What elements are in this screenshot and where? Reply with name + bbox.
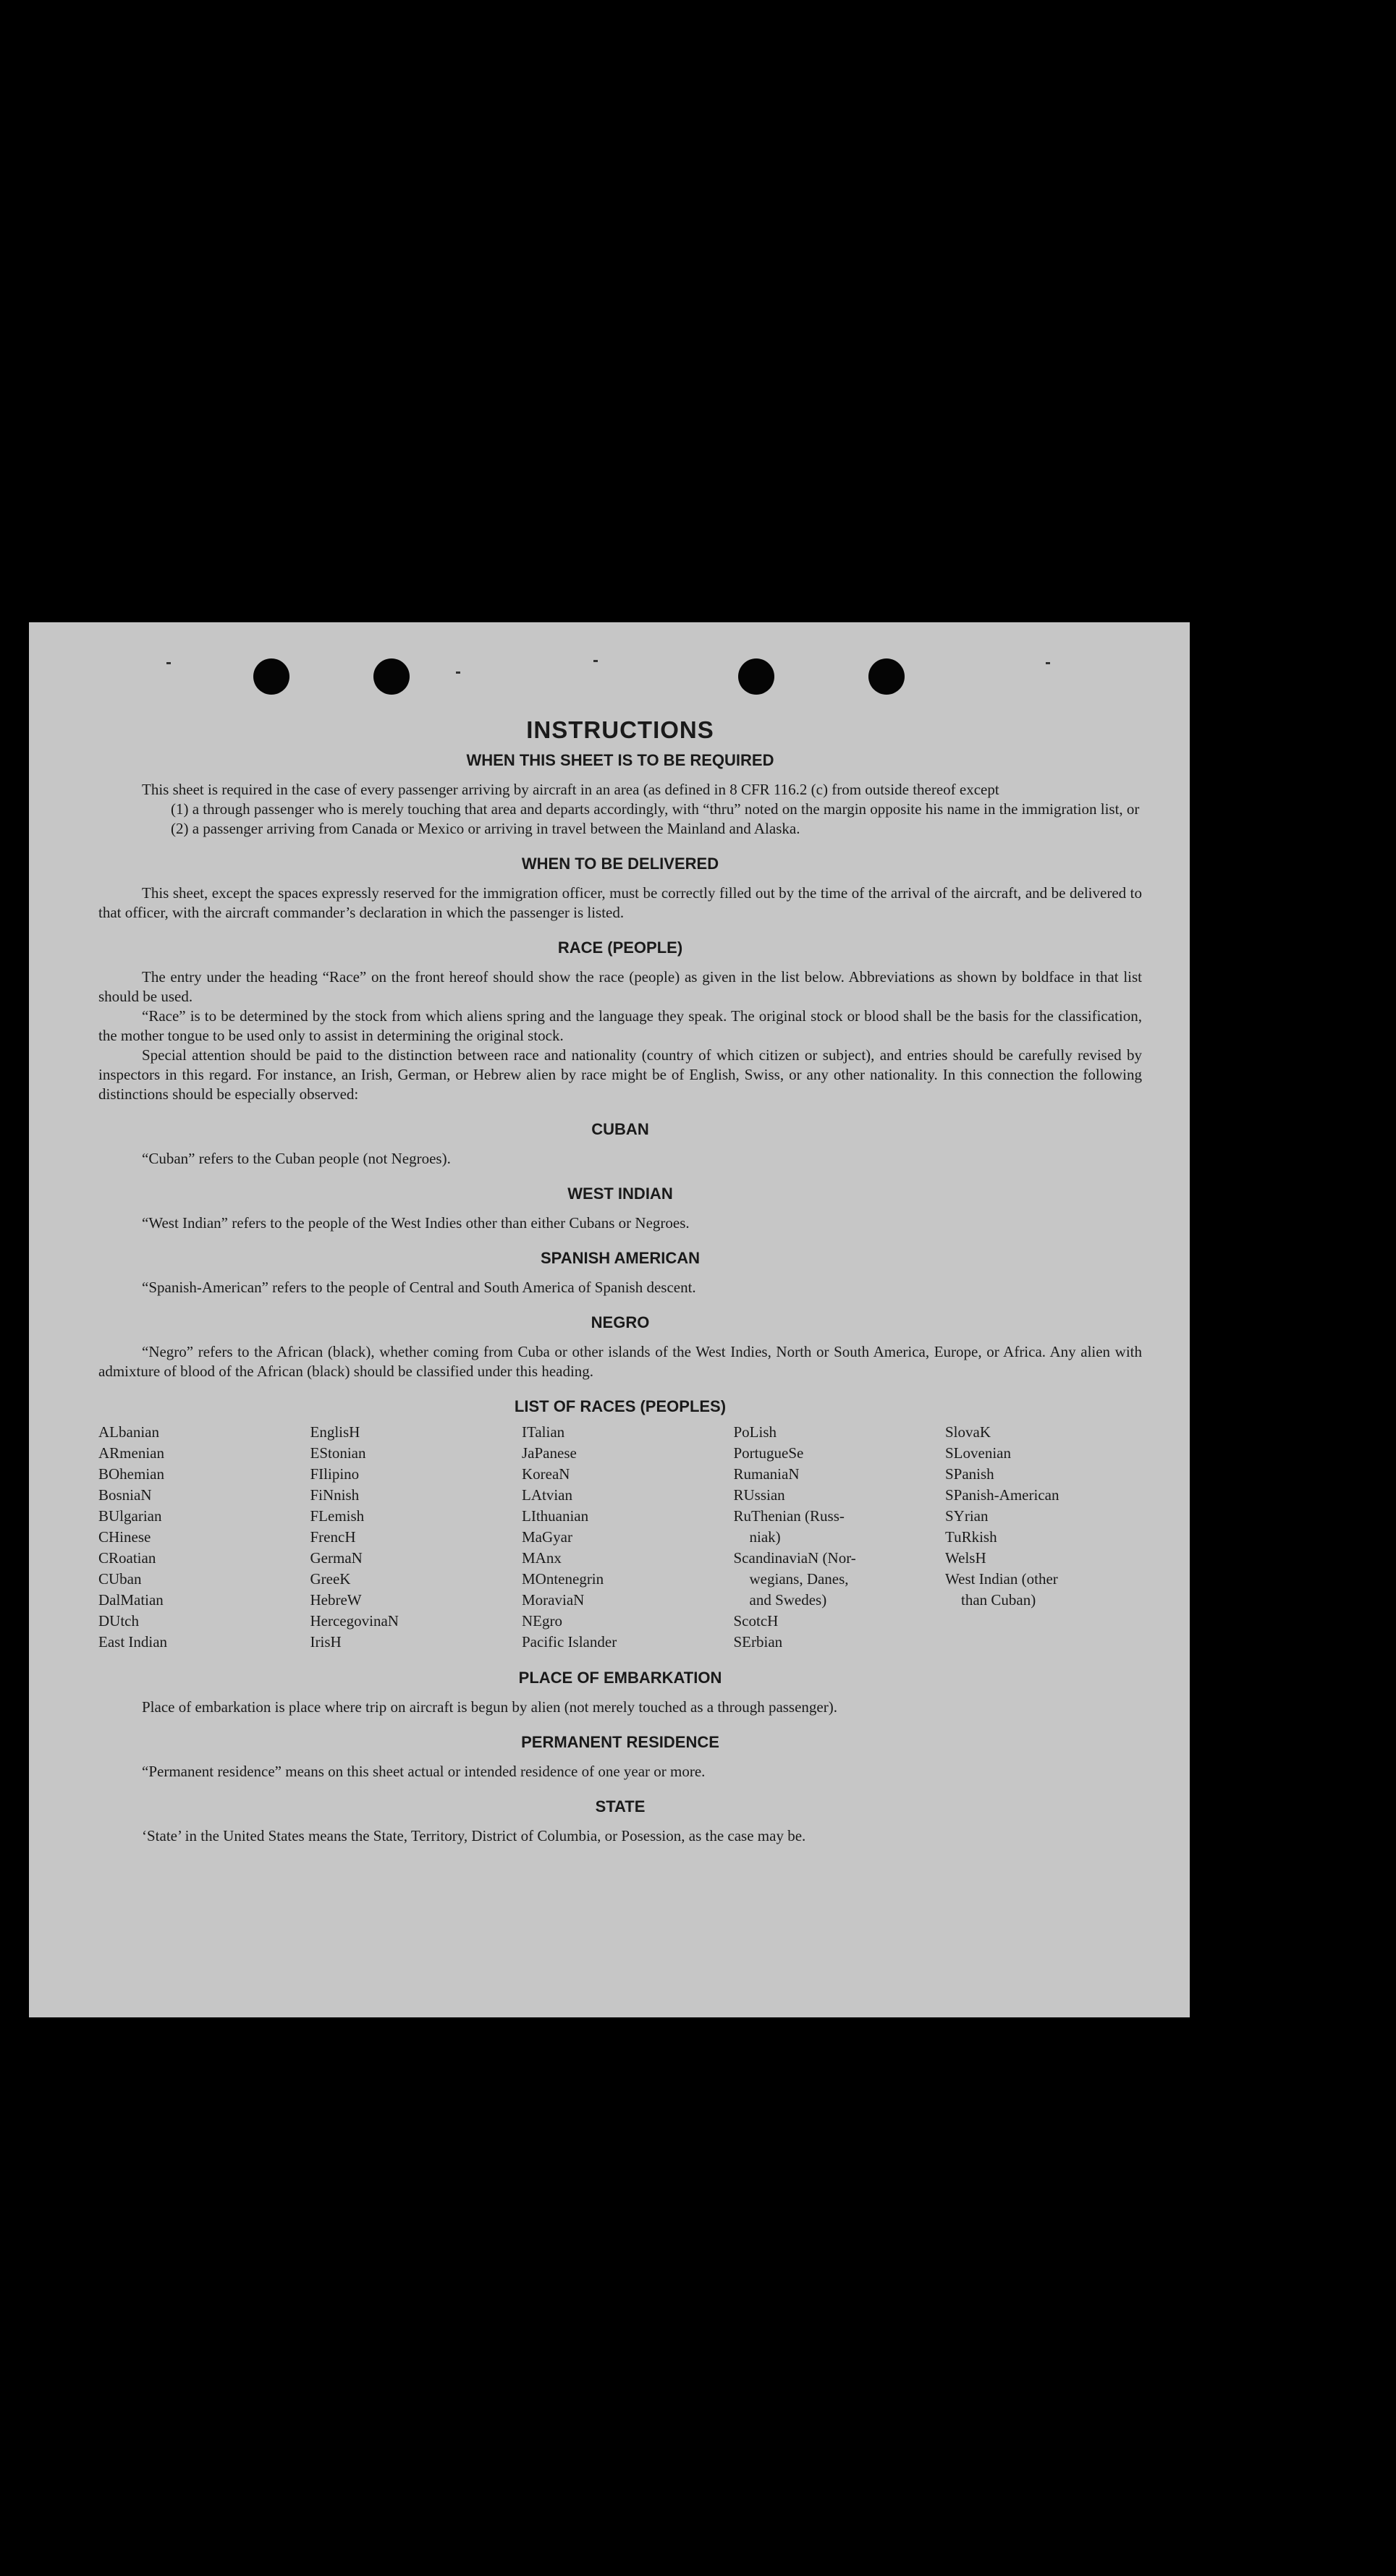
race-entry: Pacific Islander [522, 1633, 617, 1651]
race-entry: FIlipino [310, 1465, 360, 1483]
race-entry: PortugueSe [733, 1444, 804, 1462]
west-indian-text: “West Indian” refers to the people of the West Indies other than either Cubans or Negroes. [142, 1214, 690, 1232]
speck [456, 671, 460, 674]
punch-hole [253, 658, 289, 695]
race-entry: ARmenian [98, 1444, 164, 1462]
spanish-american-text: “Spanish-American” refers to the people of Central and South America of Spanish descent. [142, 1279, 696, 1296]
race-entry: CUban [98, 1570, 142, 1588]
state-text: ‘State’ in the United States means the State, Territory, District of Columbia, or Posession, as the case may be. [142, 1827, 806, 1844]
race-entry: LAtvian [522, 1486, 572, 1504]
race-column [522, 1422, 719, 1653]
race-column [734, 1422, 931, 1653]
when-required-intro: This sheet is required in the case of every passenger arriving by aircraft in an area (as defined in 8 CFR 116.2 (c) from outside thereof except [142, 781, 999, 798]
race-paragraph-1: The entry under the heading “Race” on the front hereof should show the race (people) as given in the list below. Abbreviations as shown by boldface in that list should be used. [98, 968, 1142, 1005]
cuban-text: “Cuban” refers to the Cuban people (not Negroes). [142, 1150, 451, 1167]
race-entry: MAnx [522, 1549, 562, 1567]
race-entry: DUtch [98, 1612, 139, 1630]
race-entry: ScotcH [733, 1612, 779, 1630]
race-entry: RuThenian (Russ- [733, 1507, 845, 1525]
race-entry: EStonian [310, 1444, 366, 1462]
race-entry: PoLish [733, 1423, 777, 1441]
race-column [945, 1422, 1142, 1653]
race-entry-continuation: than Cuban) [961, 1591, 1036, 1609]
race-entry: BosniaN [98, 1486, 152, 1504]
punch-hole [373, 658, 410, 695]
race-entry: IrisH [310, 1633, 342, 1651]
when-required-item-1: (1) a through passenger who is merely touching that area and departs accordingly, with “thru” noted on the margin opposite his name in the immigration list, or [171, 800, 1140, 818]
sheet-content [98, 716, 1142, 1846]
race-entry: RumaniaN [733, 1465, 800, 1483]
race-entry: GermaN [310, 1549, 363, 1567]
race-entry: EnglisH [310, 1423, 360, 1441]
heading-west-indian: WEST INDIAN [567, 1185, 673, 1203]
race-entry: CHinese [98, 1528, 151, 1546]
race-entry: SPanish [945, 1465, 994, 1483]
heading-negro: NEGRO [591, 1313, 650, 1331]
race-entry: NEgro [522, 1612, 562, 1630]
page-title: INSTRUCTIONS [526, 716, 714, 743]
permanent-residence-text: “Permanent residence” means on this sheet actual or intended residence of one year or more. [142, 1763, 706, 1780]
race-list [98, 1422, 1142, 1653]
race-entry: SlovaK [945, 1423, 991, 1441]
race-entry-continuation: niak) [749, 1528, 781, 1546]
heading-race: RACE (PEOPLE) [557, 939, 683, 957]
race-entry: FiNnish [310, 1486, 360, 1504]
speck [593, 660, 598, 662]
heading-cuban: CUBAN [591, 1120, 649, 1138]
punch-hole [738, 658, 774, 695]
punch-hole [868, 658, 905, 695]
race-entry: East Indian [98, 1633, 168, 1651]
race-entry: CRoatian [98, 1549, 156, 1567]
race-entry: BUlgarian [98, 1507, 162, 1525]
race-entry: TuRkish [945, 1528, 997, 1546]
speck [1046, 662, 1050, 664]
embarkation-text: Place of embarkation is place where trip on aircraft is begun by alien (not merely touched as a through passenger). [142, 1698, 837, 1716]
race-entry: JaPanese [522, 1444, 577, 1462]
heading-state: STATE [595, 1797, 646, 1816]
race-entry: SPanish-American [945, 1486, 1059, 1504]
when-required-item-2: (2) a passenger arriving from Canada or Mexico or arriving in travel between the Mainland and Alaska. [171, 820, 800, 837]
race-entry: HercegovinaN [310, 1612, 399, 1630]
race-entry: WelsH [945, 1549, 986, 1567]
race-entry: BOhemian [98, 1465, 164, 1483]
race-entry: LIthuanian [522, 1507, 589, 1525]
heading-when-required: WHEN THIS SHEET IS TO BE REQUIRED [466, 751, 774, 769]
race-entry: GreeK [310, 1570, 351, 1588]
race-entry: SYrian [945, 1507, 989, 1525]
negro-text: “Negro” refers to the African (black), whether coming from Cuba or other islands of the West Indies, North or South America, Europe, or Africa. Any alien with admixture of blood of the African (black) should be classified under this heading. [98, 1343, 1142, 1380]
heading-when-delivered: WHEN TO BE DELIVERED [521, 855, 719, 873]
race-entry: SLovenian [945, 1444, 1011, 1462]
race-entry: SErbian [733, 1633, 783, 1651]
heading-embarkation: PLACE OF EMBARKATION [518, 1669, 722, 1687]
race-entry: FLemish [310, 1507, 365, 1525]
race-entry: FrencH [310, 1528, 356, 1546]
race-entry: KoreaN [522, 1465, 570, 1483]
speck [166, 662, 171, 664]
heading-permanent-residence: PERMANENT RESIDENCE [521, 1733, 719, 1751]
instruction-sheet [29, 622, 1190, 2017]
race-entry: HebreW [310, 1591, 362, 1609]
race-entry: DalMatian [98, 1591, 164, 1609]
when-delivered-text: This sheet, except the spaces expressly reserved for the immigration officer, must be correctly filled out by the time of the arrival of the aircraft, and be delivered to that officer, with the aircraft commander’s declaration in which the passenger is listed. [98, 884, 1142, 921]
race-entry: MoraviaN [522, 1591, 585, 1609]
race-paragraph-3: Special attention should be paid to the distinction between race and nationality (country of which citizen or subject), and entries should be carefully revised by inspectors in this regard. For instance, an Irish, German, or Hebrew alien by race might be of English, Swiss, or any other nationality. In this connection the following distinctions should be especially observed: [98, 1046, 1142, 1103]
race-paragraph-2: “Race” is to be determined by the stock from which aliens spring and the language they speak. The original stock or blood shall be the basis for the classification, the mother tongue to be used only to assist in determining the original stock. [98, 1007, 1142, 1044]
heading-spanish-american: SPANISH AMERICAN [540, 1249, 700, 1267]
race-entry-continuation: wegians, Danes, [749, 1570, 849, 1588]
race-entry: RUssian [733, 1486, 785, 1504]
race-column [310, 1422, 507, 1653]
race-entry: MaGyar [522, 1528, 572, 1546]
race-column [98, 1422, 295, 1653]
race-entry: ALbanian [98, 1423, 159, 1441]
race-entry: MOntenegrin [522, 1570, 604, 1588]
race-entry: ScandinaviaN (Nor- [733, 1549, 856, 1567]
race-entry: West Indian (other [945, 1570, 1058, 1588]
heading-list-of-races: LIST OF RACES (PEOPLES) [514, 1397, 727, 1415]
race-entry: ITalian [522, 1423, 565, 1441]
race-entry-continuation: and Swedes) [749, 1591, 827, 1609]
